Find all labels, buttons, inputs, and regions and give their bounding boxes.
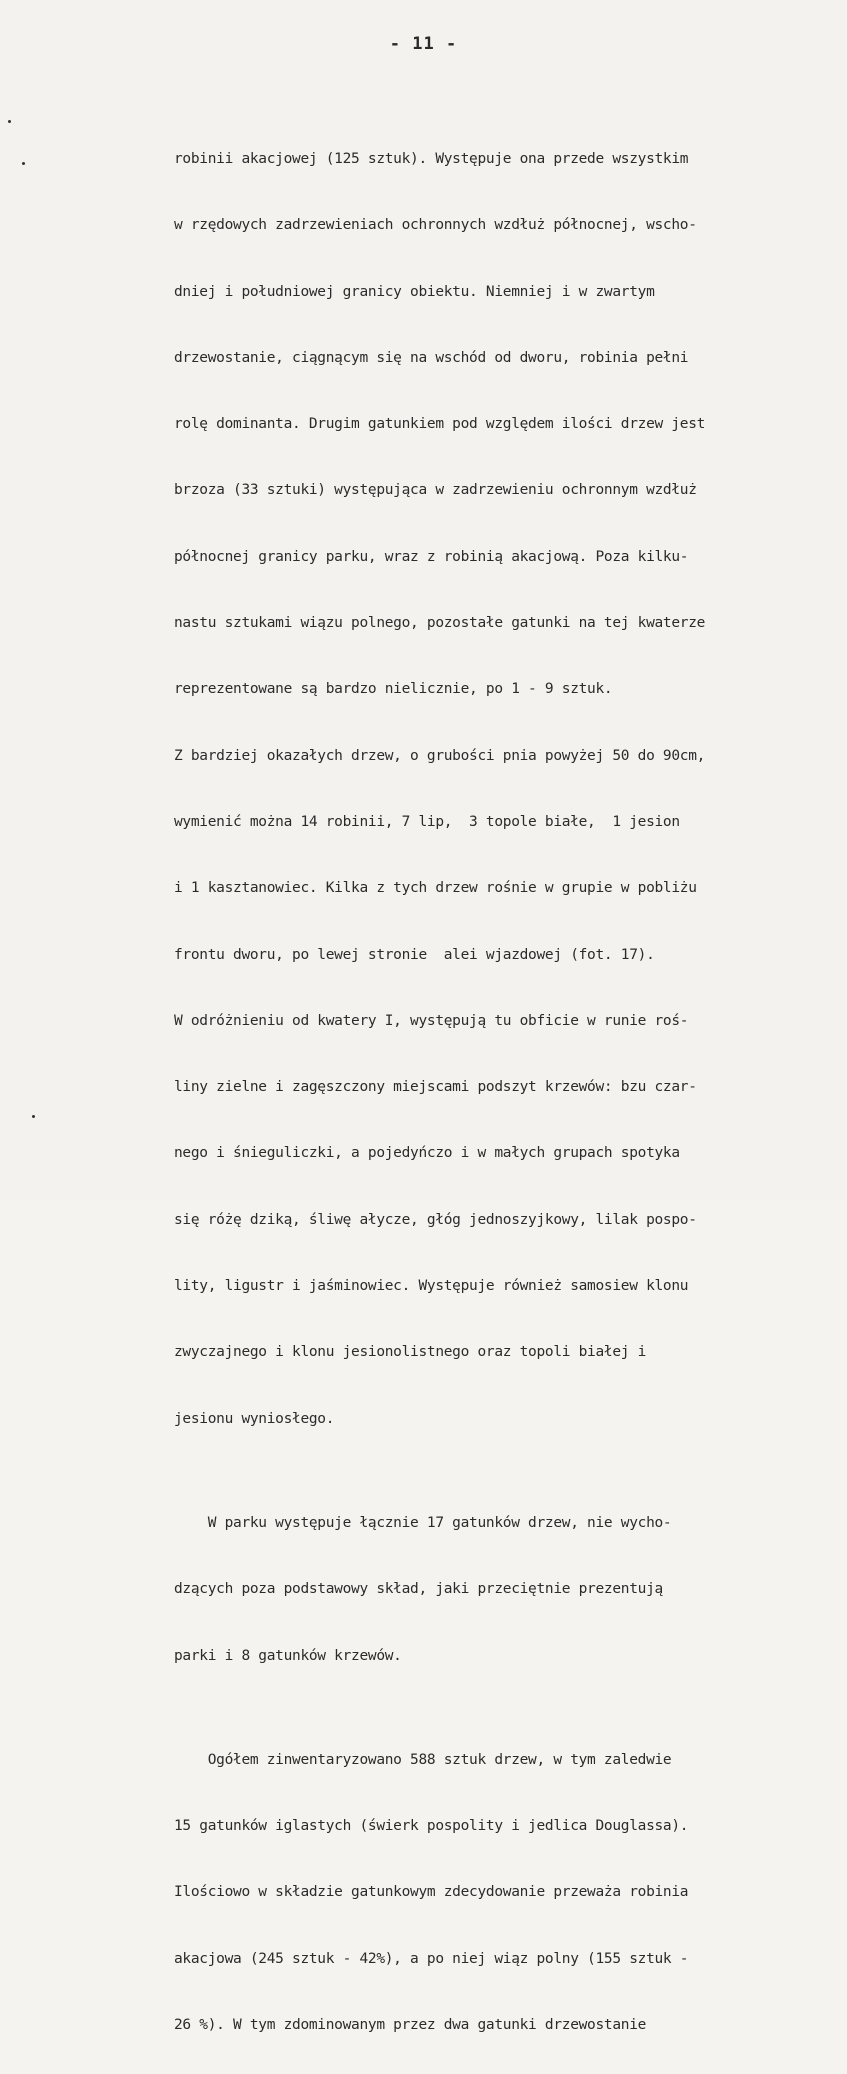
text-line: Ilościowo w składzie gatunkowym zdecydowanie przeważa robinia (174, 1884, 689, 1901)
margin-mark (22, 162, 25, 165)
text-line: W parku występuje łącznie 17 gatunków drzew, nie wycho- (174, 1514, 672, 1531)
text-line: 15 gatunków iglastych (świerk pospolity i jedlica Douglassa). (174, 1818, 689, 1835)
text-line: brzoza (33 sztuki) występująca w zadrzewieniu ochronnym wzdłuż (174, 482, 697, 499)
text-line: parki i 8 gatunków krzewów. (174, 1647, 402, 1664)
body-text (174, 110, 834, 2074)
text-line: jesionu wyniosłego. (174, 1410, 335, 1427)
text-line: Ogółem zinwentaryzowano 588 sztuk drzew, w tym zaledwie (174, 1751, 672, 1768)
text-line: i 1 kasztanowiec. Kilka z tych drzew rośnie w grupie w pobliżu (174, 880, 697, 897)
text-line: W odróżnieniu od kwatery I, występują tu obficie w runie roś- (174, 1012, 689, 1029)
text-line: 26 %). W tym zdominowanym przez dwa gatunki drzewostanie (174, 2017, 647, 2034)
text-line: dniej i południowej granicy obiektu. Niemniej i w zwartym (174, 283, 655, 300)
text-line: nastu sztukami wiązu polnego, pozostałe gatunki na tej kwaterze (174, 615, 706, 632)
text-line: robinii akacjowej (125 sztuk). Występuje ona przede wszystkim (174, 151, 689, 167)
text-line: zwyczajnego i klonu jesionolistnego oraz topoli białej i (174, 1344, 647, 1361)
text-line: akacjowa (245 sztuk - 42%), a po niej wiąz polny (155 sztuk - (174, 1950, 689, 1967)
margin-mark (32, 1115, 35, 1118)
margin-mark (8, 120, 11, 123)
text-line: nego i śnieguliczki, a pojedyńczo i w małych grupach spotyka (174, 1145, 680, 1162)
text-line: w rzędowych zadrzewieniach ochronnych wzdłuż północnej, wscho- (174, 217, 697, 234)
text-line: północnej granicy parku, wraz z robinią akacjową. Poza kilku- (174, 548, 689, 565)
paragraph-gap (174, 1468, 834, 1474)
text-line: Z bardziej okazałych drzew, o grubości pnia powyżej 50 do 90cm, (174, 747, 706, 764)
text-line: frontu dworu, po lewej stronie alei wjazdowej (fot. 17). (174, 946, 655, 963)
text-line: rolę dominanta. Drugim gatunkiem pod względem ilości drzew jest (174, 416, 706, 433)
text-line: się różę dziką, śliwę ałycze, głóg jednoszyjkowy, lilak pospo- (174, 1211, 697, 1228)
text-line: dzących poza podstawowy skład, jaki przeciętnie prezentują (174, 1581, 663, 1598)
page-number: - 11 - (389, 34, 458, 54)
text-line: drzewostanie, ciągnącym się na wschód od dworu, robinia pełni (174, 349, 689, 366)
text-line: reprezentowane są bardzo nielicznie, po 1 - 9 sztuk. (174, 681, 613, 698)
paragraph-gap (174, 1705, 834, 1711)
text-line: lity, ligustr i jaśminowiec. Występuje również samosiew klonu (174, 1278, 689, 1295)
text-line: wymienić można 14 robinii, 7 lip, 3 topole białe, 1 jesion (174, 813, 680, 830)
text-line: liny zielne i zagęszczony miejscami podszyt krzewów: bzu czar- (174, 1079, 697, 1096)
